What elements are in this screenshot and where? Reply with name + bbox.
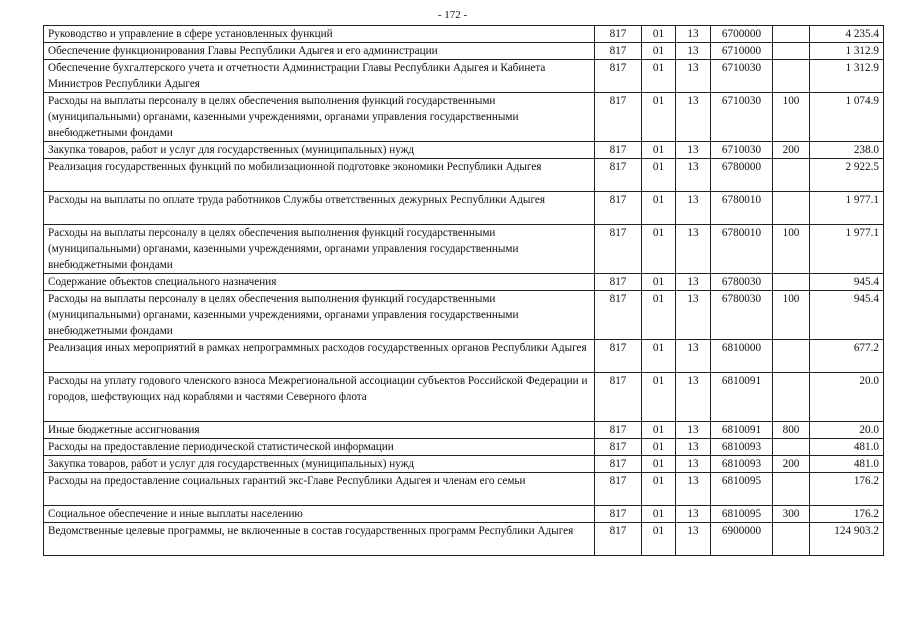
row-target-article: 6810000 [711, 340, 773, 373]
table-row [44, 60, 884, 93]
table-body [44, 26, 884, 556]
row-target-article: 6780030 [711, 291, 773, 340]
row-amount: 176.2 [810, 473, 884, 506]
row-section-code: 01 [642, 43, 676, 60]
row-name: Иные бюджетные ассигнования [44, 422, 595, 439]
row-ministry-code: 817 [595, 523, 642, 556]
row-target-article: 6810091 [711, 422, 773, 439]
row-expense-type: 100 [773, 93, 810, 142]
row-target-article: 6780000 [711, 159, 773, 192]
row-ministry-code: 817 [595, 291, 642, 340]
row-target-article: 6700000 [711, 26, 773, 43]
table-row [44, 43, 884, 60]
row-amount: 945.4 [810, 291, 884, 340]
row-subsection-code: 13 [676, 422, 711, 439]
row-name: Расходы на уплату годового членского взноса Межрегиональной ассоциации субъектов Российской Федерации и городов, шефствующих над кораблями и частями Северного флота [44, 373, 595, 422]
row-section-code: 01 [642, 26, 676, 43]
row-target-article: 6810093 [711, 439, 773, 456]
row-subsection-code: 13 [676, 291, 711, 340]
row-amount: 20.0 [810, 422, 884, 439]
row-name: Реализация государственных функций по мобилизационной подготовке экономики Республики Адыгея [44, 159, 595, 192]
row-amount: 176.2 [810, 506, 884, 523]
row-ministry-code: 817 [595, 43, 642, 60]
row-name: Расходы на выплаты по оплате труда работников Службы ответственных дежурных Республики Адыгея [44, 192, 595, 225]
row-name: Реализация иных мероприятий в рамках непрограммных расходов государственных органов Республики Адыгея [44, 340, 595, 373]
row-subsection-code: 13 [676, 60, 711, 93]
row-name: Закупка товаров, работ и услуг для государственных (муниципальных) нужд [44, 456, 595, 473]
row-ministry-code: 817 [595, 225, 642, 274]
row-expense-type [773, 159, 810, 192]
row-subsection-code: 13 [676, 523, 711, 556]
row-name: Обеспечение функционирования Главы Республики Адыгея и его администрации [44, 43, 595, 60]
row-subsection-code: 13 [676, 456, 711, 473]
row-section-code: 01 [642, 506, 676, 523]
row-section-code: 01 [642, 60, 676, 93]
row-name: Руководство и управление в сфере установленных функций [44, 26, 595, 43]
table-row [44, 142, 884, 159]
row-expense-type [773, 192, 810, 225]
row-subsection-code: 13 [676, 274, 711, 291]
row-ministry-code: 817 [595, 274, 642, 291]
row-ministry-code: 817 [595, 142, 642, 159]
row-section-code: 01 [642, 192, 676, 225]
table-row [44, 274, 884, 291]
row-subsection-code: 13 [676, 340, 711, 373]
row-ministry-code: 817 [595, 422, 642, 439]
row-section-code: 01 [642, 274, 676, 291]
row-target-article: 6710030 [711, 60, 773, 93]
row-amount: 238.0 [810, 142, 884, 159]
row-section-code: 01 [642, 225, 676, 274]
row-name: Расходы на предоставление социальных гарантий экс-Главе Республики Адыгея и членам его семьи [44, 473, 595, 506]
row-expense-type [773, 473, 810, 506]
row-expense-type: 200 [773, 142, 810, 159]
table-row [44, 26, 884, 43]
row-amount: 1 074.9 [810, 93, 884, 142]
row-target-article: 6810095 [711, 473, 773, 506]
row-expense-type [773, 523, 810, 556]
row-expense-type [773, 439, 810, 456]
row-amount: 20.0 [810, 373, 884, 422]
row-target-article: 6780010 [711, 192, 773, 225]
row-target-article: 6710000 [711, 43, 773, 60]
row-name: Содержание объектов специального назначения [44, 274, 595, 291]
row-ministry-code: 817 [595, 192, 642, 225]
row-ministry-code: 817 [595, 93, 642, 142]
table-row [44, 291, 884, 340]
row-name: Расходы на выплаты персоналу в целях обеспечения выполнения функций государственными (муниципальными) органами, казенными учреждениями, органами управления государственными внебюджетными фондами [44, 291, 595, 340]
row-amount: 945.4 [810, 274, 884, 291]
row-ministry-code: 817 [595, 473, 642, 506]
row-name: Ведомственные целевые программы, не включенные в состав государственных программ Республики Адыгея [44, 523, 595, 556]
table-row [44, 93, 884, 142]
row-target-article: 6810095 [711, 506, 773, 523]
row-ministry-code: 817 [595, 26, 642, 43]
table-row [44, 340, 884, 373]
row-target-article: 6810091 [711, 373, 773, 422]
row-ministry-code: 817 [595, 60, 642, 93]
row-section-code: 01 [642, 456, 676, 473]
table-row [44, 506, 884, 523]
row-section-code: 01 [642, 473, 676, 506]
row-subsection-code: 13 [676, 93, 711, 142]
row-section-code: 01 [642, 373, 676, 422]
row-target-article: 6810093 [711, 456, 773, 473]
budget-table [43, 25, 884, 556]
table-row [44, 422, 884, 439]
row-subsection-code: 13 [676, 26, 711, 43]
table-row [44, 373, 884, 422]
row-ministry-code: 817 [595, 456, 642, 473]
row-subsection-code: 13 [676, 43, 711, 60]
row-subsection-code: 13 [676, 142, 711, 159]
row-ministry-code: 817 [595, 373, 642, 422]
row-target-article: 6710030 [711, 93, 773, 142]
row-subsection-code: 13 [676, 225, 711, 274]
row-amount: 124 903.2 [810, 523, 884, 556]
row-amount: 1 312.9 [810, 43, 884, 60]
row-expense-type: 800 [773, 422, 810, 439]
row-section-code: 01 [642, 142, 676, 159]
row-expense-type [773, 60, 810, 93]
table-row [44, 523, 884, 556]
row-ministry-code: 817 [595, 506, 642, 523]
row-subsection-code: 13 [676, 159, 711, 192]
row-expense-type: 300 [773, 506, 810, 523]
table-row [44, 192, 884, 225]
table-row [44, 159, 884, 192]
row-section-code: 01 [642, 422, 676, 439]
row-section-code: 01 [642, 159, 676, 192]
row-expense-type [773, 340, 810, 373]
row-section-code: 01 [642, 439, 676, 456]
row-ministry-code: 817 [595, 340, 642, 373]
row-expense-type: 100 [773, 225, 810, 274]
row-section-code: 01 [642, 340, 676, 373]
row-expense-type [773, 274, 810, 291]
row-target-article: 6900000 [711, 523, 773, 556]
row-target-article: 6780010 [711, 225, 773, 274]
row-amount: 1 977.1 [810, 192, 884, 225]
row-amount: 481.0 [810, 456, 884, 473]
row-subsection-code: 13 [676, 473, 711, 506]
row-subsection-code: 13 [676, 373, 711, 422]
row-amount: 2 922.5 [810, 159, 884, 192]
row-name: Расходы на выплаты персоналу в целях обеспечения выполнения функций государственными (муниципальными) органами, казенными учреждениями, органами управления государственными внебюджетными фондами [44, 93, 595, 142]
row-name: Социальное обеспечение и иные выплаты населению [44, 506, 595, 523]
row-amount: 4 235.4 [810, 26, 884, 43]
row-ministry-code: 817 [595, 439, 642, 456]
row-section-code: 01 [642, 291, 676, 340]
row-subsection-code: 13 [676, 506, 711, 523]
row-expense-type [773, 43, 810, 60]
row-expense-type: 200 [773, 456, 810, 473]
row-name: Закупка товаров, работ и услуг для государственных (муниципальных) нужд [44, 142, 595, 159]
row-target-article: 6780030 [711, 274, 773, 291]
row-target-article: 6710030 [711, 142, 773, 159]
row-expense-type [773, 373, 810, 422]
row-amount: 677.2 [810, 340, 884, 373]
table-row [44, 225, 884, 274]
row-name: Расходы на выплаты персоналу в целях обеспечения выполнения функций государственными (муниципальными) органами, казенными учреждениями, органами управления государственными внебюджетными фондами [44, 225, 595, 274]
row-subsection-code: 13 [676, 439, 711, 456]
row-subsection-code: 13 [676, 192, 711, 225]
row-name: Расходы на предоставление периодической статистической информации [44, 439, 595, 456]
row-expense-type: 100 [773, 291, 810, 340]
table-row [44, 456, 884, 473]
row-name: Обеспечение бухгалтерского учета и отчетности Администрации Главы Республики Адыгея и Кабинета Министров Республики Адыгея [44, 60, 595, 93]
row-amount: 481.0 [810, 439, 884, 456]
row-amount: 1 977.1 [810, 225, 884, 274]
row-section-code: 01 [642, 93, 676, 142]
row-amount: 1 312.9 [810, 60, 884, 93]
row-expense-type [773, 26, 810, 43]
page-number: - 172 - [437, 9, 468, 21]
table-row [44, 473, 884, 506]
row-ministry-code: 817 [595, 159, 642, 192]
table-row [44, 439, 884, 456]
row-section-code: 01 [642, 523, 676, 556]
